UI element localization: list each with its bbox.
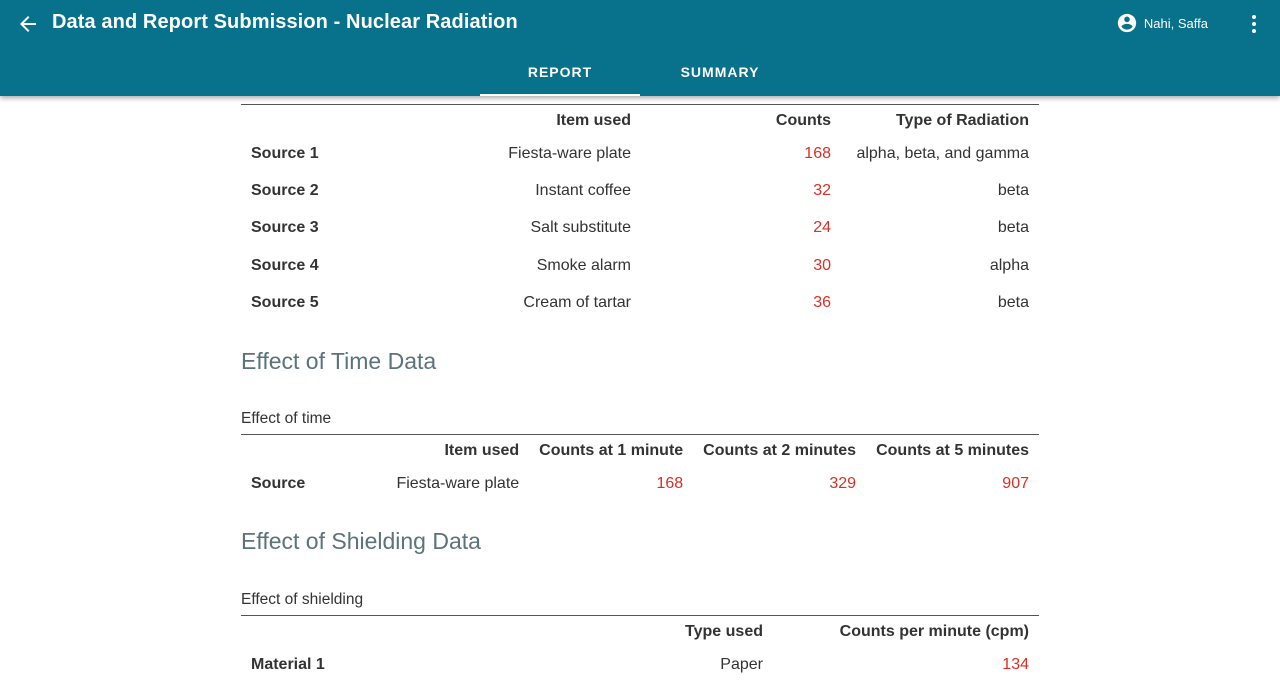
column-header: Counts at 2 minutes <box>693 435 866 466</box>
table-row <box>241 172 1039 209</box>
table-row <box>241 135 1039 172</box>
section-heading-shielding: Effect of Shielding Data <box>241 528 481 554</box>
table-caption-time: Effect of time <box>241 410 332 427</box>
item-used: Fiesta-ware plate <box>508 144 631 162</box>
user-menu[interactable] <box>1116 12 1208 34</box>
counts-value: 168 <box>804 144 831 162</box>
time-table <box>241 434 1039 502</box>
column-header <box>241 105 401 136</box>
row-label: Source 5 <box>251 294 319 312</box>
row-label: Material 1 <box>251 655 325 673</box>
back-arrow-icon[interactable] <box>16 12 40 36</box>
tab-summary[interactable]: SUMMARY <box>680 64 760 80</box>
app-bar <box>0 0 1280 96</box>
counts-value: 36 <box>813 294 831 312</box>
column-header: Item used <box>375 435 530 466</box>
sources-table <box>241 104 1039 322</box>
column-header: Counts at 5 minutes <box>866 435 1039 466</box>
column-header: Item used <box>401 105 641 136</box>
table-header-row <box>241 435 1039 466</box>
section-heading-time: Effect of Time Data <box>241 348 437 374</box>
radiation-type: beta <box>997 219 1029 237</box>
more-vert-icon[interactable] <box>1250 14 1258 34</box>
column-header: Counts <box>641 105 841 136</box>
item-used: Instant coffee <box>535 182 631 200</box>
row-label: Source 3 <box>251 219 319 237</box>
row-label: Source 1 <box>251 144 319 162</box>
shielding-table <box>241 615 1039 683</box>
page-title: Data and Report Submission - Nuclear Radiation <box>52 11 518 33</box>
column-header <box>241 616 507 647</box>
shielding-table-wrapper <box>241 615 1039 683</box>
counts-value: 24 <box>813 219 831 237</box>
tab-bar <box>480 48 800 96</box>
counts-1-minute: 168 <box>656 474 684 492</box>
item-used: Cream of tartar <box>523 294 631 312</box>
table-header-row <box>241 616 1039 647</box>
column-header: Counts per minute (cpm) <box>773 616 1039 647</box>
table-row <box>241 210 1039 247</box>
radiation-type: alpha <box>989 256 1029 274</box>
table-row <box>241 465 1039 502</box>
radiation-type: beta <box>997 182 1029 200</box>
radiation-type: beta <box>997 294 1029 312</box>
counts-value: 30 <box>813 256 831 274</box>
table-row <box>241 285 1039 322</box>
column-header: Type used <box>507 616 773 647</box>
table-row <box>241 646 1039 683</box>
time-table-wrapper <box>241 434 1039 502</box>
account-circle-icon <box>1116 12 1138 34</box>
table-caption-shielding: Effect of shielding <box>241 591 364 608</box>
tab-report[interactable]: REPORT <box>480 48 640 96</box>
item-used: Smoke alarm <box>536 256 631 274</box>
item-used: Salt substitute <box>530 219 631 237</box>
user-name: Nahi, Saffa <box>1143 15 1208 31</box>
counts-5-minutes: 907 <box>1002 474 1029 492</box>
counts-per-minute: 134 <box>1002 655 1029 673</box>
column-header: Type of Radiation <box>841 105 1039 136</box>
type-used: Paper <box>720 655 763 673</box>
sources-table-wrapper <box>241 104 1039 322</box>
counts-value: 32 <box>813 182 831 200</box>
column-header <box>241 435 375 466</box>
row-label: Source 2 <box>251 182 319 200</box>
row-label: Source <box>251 474 306 492</box>
row-label: Source 4 <box>251 256 319 274</box>
table-row <box>241 247 1039 284</box>
counts-2-minutes: 329 <box>829 474 857 492</box>
radiation-type: alpha, beta, and gamma <box>856 144 1029 162</box>
item-used: Fiesta-ware plate <box>396 474 520 492</box>
table-header-row <box>241 105 1039 136</box>
column-header: Counts at 1 minute <box>529 435 693 466</box>
